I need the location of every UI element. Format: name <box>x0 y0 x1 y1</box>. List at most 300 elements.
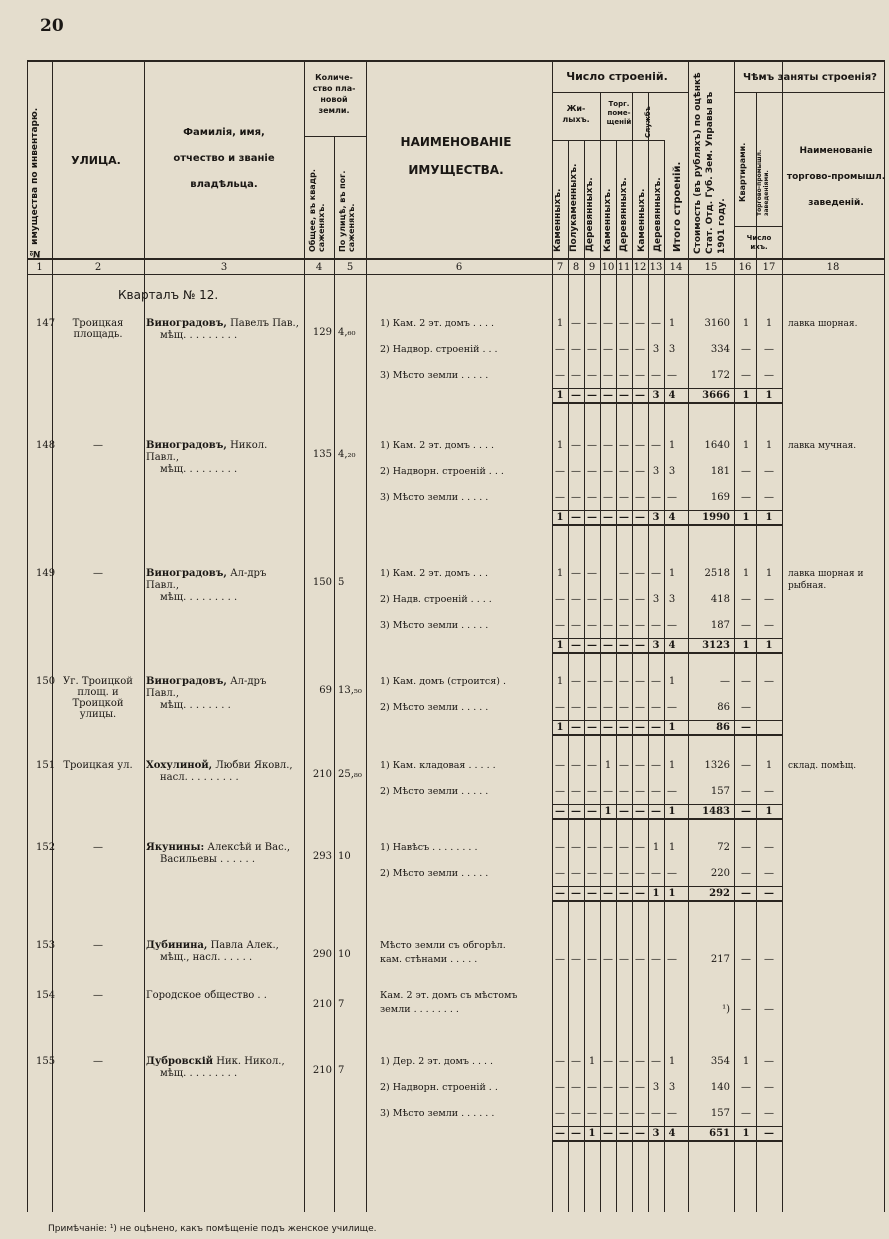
digit-cell: — <box>635 512 645 523</box>
digit-cell: — <box>651 440 661 451</box>
rule-line <box>552 402 782 404</box>
header-property <box>366 128 546 184</box>
digit-cell: — <box>571 1056 581 1067</box>
rule-line <box>552 510 782 511</box>
entry-number: 151 <box>36 760 56 771</box>
apartments-count: — <box>741 492 751 503</box>
digit-cell: 4 <box>668 1128 676 1139</box>
header-value: Стоимость (въ рубляхъ) по оцѣнкѣ Стат. Отд. Губ. Зем. Управы въ 1901 году. <box>693 72 727 254</box>
header-apartments: Квартирами. <box>738 142 747 202</box>
rule-line <box>552 140 664 141</box>
digit-cell: — <box>571 568 581 579</box>
owner-name <box>146 568 302 604</box>
digit-cell: — <box>587 620 597 631</box>
header-trade-line: Торг. <box>608 100 630 108</box>
column-number: 16 <box>738 262 752 273</box>
property-item: 3) Мѣсто земли . . . . . . <box>380 1108 495 1119</box>
digit-cell: — <box>651 786 661 797</box>
trade-count: — <box>764 1004 774 1015</box>
header-count-line: Число <box>746 234 772 242</box>
owner-name <box>146 760 302 784</box>
land-total: 135 <box>312 449 332 460</box>
digit-cell: — <box>571 676 581 687</box>
header-count-line: ихъ. <box>750 243 768 251</box>
digit-cell: — <box>635 954 645 965</box>
digit-cell: — <box>635 1128 645 1139</box>
digit-cell: — <box>635 594 645 605</box>
digit-cell: — <box>587 640 597 651</box>
value-cell: 220 <box>710 868 730 879</box>
street-name: — <box>93 940 103 951</box>
digit-cell: — <box>603 594 613 605</box>
header-property-line: ИМУЩЕСТВА. <box>408 163 504 177</box>
digit-cell: 1 <box>588 1056 596 1067</box>
owner-given: Павла Алек., <box>207 940 279 951</box>
digit-cell: 1 <box>588 1128 596 1139</box>
land-frontage: 5 <box>338 577 345 588</box>
digit-cell: — <box>619 722 629 733</box>
owner-status: мѣщ. . . . . . . . . <box>160 464 238 475</box>
digit-cell: — <box>635 390 645 401</box>
apartments-count: 1 <box>742 390 750 401</box>
property-item: Мѣсто земли съ обгорѣл. <box>380 940 506 951</box>
trade-name: лавка шорная и рыбная. <box>788 569 864 591</box>
column-number: 5 <box>346 262 354 273</box>
apartments-count: — <box>741 888 751 899</box>
page-number: 20 <box>40 16 64 36</box>
property-item: 3) Мѣсто земли . . . . . <box>380 620 489 631</box>
rule-line <box>552 804 782 805</box>
header-land-line: земли. <box>318 106 350 115</box>
rule-line <box>600 140 601 1212</box>
digit-cell: — <box>619 318 629 329</box>
digit-cell: — <box>555 344 565 355</box>
digit-cell: — <box>603 888 613 899</box>
rule-line <box>616 140 617 1212</box>
digit-cell: — <box>667 868 677 879</box>
digit-cell: — <box>619 466 629 477</box>
value-cell: 140 <box>710 1082 730 1093</box>
digit-cell: — <box>619 868 629 879</box>
digit-cell: — <box>635 760 645 771</box>
rule-line <box>688 60 689 1212</box>
value-cell: 72 <box>717 842 730 853</box>
digit-cell: — <box>555 1108 565 1119</box>
digit-cell: — <box>619 1128 629 1139</box>
digit-cell: — <box>635 1056 645 1067</box>
digit-cell: 1 <box>556 676 564 687</box>
header-b-semi: Полукаменныхъ. <box>569 163 579 252</box>
rule-line <box>552 818 782 820</box>
value-cell: 169 <box>710 492 730 503</box>
digit-cell: — <box>555 702 565 713</box>
digit-cell: — <box>635 722 645 733</box>
header-t-stone: Каменныхъ. <box>603 188 613 252</box>
owner-name <box>146 676 302 712</box>
digit-cell: — <box>651 760 661 771</box>
column-number: 1 <box>36 262 43 273</box>
digit-cell: — <box>667 954 677 965</box>
digit-cell: — <box>571 954 581 965</box>
property-item: 1) Кам. 2 эт. домъ . . . . <box>380 440 495 451</box>
digit-cell: — <box>571 722 581 733</box>
digit-cell: 1 <box>668 568 676 579</box>
digit-cell: 1 <box>556 568 564 579</box>
digit-cell: — <box>619 440 629 451</box>
rule-line <box>552 652 782 654</box>
trade-count: — <box>764 868 774 879</box>
digit-cell: 1 <box>556 390 564 401</box>
digit-cell: — <box>571 466 581 477</box>
header-b-stone: Каменныхъ. <box>553 188 563 252</box>
header-b-wood: Деревянныхъ. <box>585 177 595 252</box>
digit-cell: — <box>635 440 645 451</box>
digit-cell: — <box>555 492 565 503</box>
digit-cell: — <box>571 370 581 381</box>
rule-line <box>664 140 665 1212</box>
property-item-cont: кам. стѣнами . . . . . <box>380 954 478 965</box>
owner-name <box>146 842 302 866</box>
entry-number: 152 <box>36 842 56 853</box>
digit-cell: — <box>651 702 661 713</box>
footnote: Примѣчаніе: ¹) не оцѣнено, какъ помѣщеніе подъ женское училище. <box>48 1224 377 1234</box>
digit-cell: — <box>587 806 597 817</box>
digit-cell: — <box>667 620 677 631</box>
digit-cell: — <box>587 1082 597 1093</box>
rule-line <box>884 60 885 1212</box>
trade-count: — <box>764 1108 774 1119</box>
land-frontage: 4,₆₀ <box>338 327 356 338</box>
owner-given: Любви Яковл., <box>212 760 293 771</box>
column-number: 9 <box>588 262 596 273</box>
rule-line <box>552 388 782 389</box>
rule-line <box>734 60 735 1212</box>
digit-cell: — <box>587 318 597 329</box>
digit-cell: — <box>555 1128 565 1139</box>
column-number: 10 <box>601 262 615 273</box>
entry-number: 150 <box>36 676 56 687</box>
digit-cell: — <box>619 620 629 631</box>
header-land-line: Количе- <box>315 73 353 82</box>
apartments-count: 1 <box>742 1056 750 1067</box>
quarter-heading: Кварталъ № 12. <box>118 288 219 302</box>
value-cell: 1640 <box>704 440 730 451</box>
digit-cell: — <box>635 466 645 477</box>
digit-cell: 1 <box>604 760 612 771</box>
digit-cell: — <box>603 620 613 631</box>
digit-cell: — <box>603 440 613 451</box>
column-number: 8 <box>572 262 580 273</box>
value-cell: 157 <box>710 786 730 797</box>
land-frontage: 25,₈₀ <box>338 769 362 780</box>
trade-count: 1 <box>765 390 773 401</box>
property-item: Кам. 2 эт. домъ съ мѣстомъ <box>380 990 518 1001</box>
digit-cell: — <box>635 568 645 579</box>
digit-cell: 1 <box>668 440 676 451</box>
digit-cell: — <box>619 702 629 713</box>
value-cell: 3123 <box>702 640 730 651</box>
trade-count: — <box>764 786 774 797</box>
value-cell: 157 <box>710 1108 730 1119</box>
digit-cell: 1 <box>668 1056 676 1067</box>
column-number: 3 <box>220 262 228 273</box>
digit-cell: — <box>587 440 597 451</box>
apartments-count: — <box>741 1082 751 1093</box>
digit-cell: 1 <box>556 640 564 651</box>
digit-cell: — <box>651 370 661 381</box>
digit-cell: — <box>635 842 645 853</box>
digit-cell: — <box>635 318 645 329</box>
digit-cell: — <box>603 1082 613 1093</box>
apartments-count: 1 <box>742 1128 750 1139</box>
header-occupied: Чѣмъ заняты строенія? <box>743 72 877 83</box>
digit-cell: — <box>635 620 645 631</box>
digit-cell: — <box>603 676 613 687</box>
digit-cell: — <box>587 760 597 771</box>
digit-cell: — <box>651 568 661 579</box>
apartments-count: 1 <box>742 318 750 329</box>
header-land-frontage: По улицѣ, въ пог. саженяхъ. <box>338 170 356 252</box>
property-item: 3) Мѣсто земли . . . . . <box>380 492 489 503</box>
digit-cell: — <box>651 620 661 631</box>
digit-cell: — <box>555 1056 565 1067</box>
value-cell: 181 <box>710 466 730 477</box>
owner-surname: Хохулиной, <box>146 760 213 771</box>
owner-surname: Дубровскій <box>146 1056 214 1067</box>
digit-cell: 1 <box>652 842 660 853</box>
value-cell: 172 <box>710 370 730 381</box>
rule-line <box>552 1140 782 1142</box>
digit-cell: — <box>619 676 629 687</box>
digit-cell: — <box>635 676 645 687</box>
digit-cell: — <box>555 466 565 477</box>
value-cell: 187 <box>710 620 730 631</box>
digit-cell: 3 <box>668 466 676 477</box>
header-land-line: новой <box>320 95 348 104</box>
digit-cell: — <box>603 466 613 477</box>
property-item: 1) Кам. 2 эт. домъ . . . . <box>380 318 495 329</box>
property-item: 1) Кам. домъ (строится) . <box>380 676 506 687</box>
digit-cell: — <box>603 370 613 381</box>
digit-cell: — <box>587 676 597 687</box>
entry-number: 147 <box>36 318 56 329</box>
digit-cell: — <box>619 888 629 899</box>
property-item: 1) Кам. кладовая . . . . . <box>380 760 496 771</box>
digit-cell: 3 <box>652 344 660 355</box>
digit-cell: — <box>603 318 613 329</box>
digit-cell: — <box>635 702 645 713</box>
digit-cell: — <box>667 492 677 503</box>
column-number: 4 <box>315 262 323 273</box>
rule-line <box>632 140 633 1212</box>
rule-line <box>304 60 305 1212</box>
digit-cell: — <box>651 722 661 733</box>
street-name: — <box>93 990 103 1001</box>
digit-cell: — <box>635 1082 645 1093</box>
digit-cell: — <box>651 806 661 817</box>
digit-cell: 3 <box>668 344 676 355</box>
apartments-count: 1 <box>742 512 750 523</box>
header-t-wood: Деревянныхъ. <box>619 177 629 252</box>
trade-name: лавка мучная. <box>788 441 857 451</box>
apartments-count: 1 <box>742 640 750 651</box>
trade-count: — <box>764 842 774 853</box>
rule-line <box>568 140 569 1212</box>
owner-status: Васильевы . . . . . . <box>160 854 256 865</box>
digit-cell: — <box>635 640 645 651</box>
digit-cell: — <box>555 954 565 965</box>
rule-line <box>334 136 335 1212</box>
digit-cell: — <box>603 702 613 713</box>
column-number: 11 <box>617 262 631 273</box>
digit-cell: — <box>619 842 629 853</box>
apartments-count: — <box>741 370 751 381</box>
owner-surname: Виноградовъ, <box>146 440 227 451</box>
rule-line <box>304 136 366 137</box>
land-frontage: 13,₅₀ <box>338 685 362 696</box>
property-item: 2) Надворн. строеній . . . <box>380 466 504 477</box>
digit-cell: — <box>635 492 645 503</box>
apartments-count: — <box>741 702 751 713</box>
trade-count: 1 <box>765 440 773 451</box>
digit-cell: — <box>571 318 581 329</box>
header-street: УЛИЦА. <box>71 154 121 167</box>
column-number: 14 <box>669 262 683 273</box>
digit-cell: — <box>571 620 581 631</box>
digit-cell: — <box>555 806 565 817</box>
owner-status: мѣщ., насл. . . . . . <box>160 952 253 963</box>
digit-cell: — <box>571 1082 581 1093</box>
property-item-cont: земли . . . . . . . . <box>380 1004 459 1015</box>
digit-cell: — <box>619 640 629 651</box>
land-total: 129 <box>312 327 332 338</box>
trade-count: — <box>764 1056 774 1067</box>
digit-cell: 1 <box>668 318 676 329</box>
digit-cell: — <box>571 512 581 523</box>
trade-count: — <box>764 888 774 899</box>
apartments-count: — <box>741 786 751 797</box>
street-name: — <box>93 440 103 451</box>
trade-count: 1 <box>765 806 773 817</box>
digit-cell: — <box>587 842 597 853</box>
apartments-count: — <box>741 954 751 965</box>
digit-cell: — <box>587 370 597 381</box>
owner-given: Алексѣй и Вас., <box>204 842 291 853</box>
apartments-count: — <box>741 676 751 687</box>
header-owner-line: владѣльца. <box>190 179 258 190</box>
apartments-count: — <box>741 620 751 631</box>
digit-cell: — <box>603 344 613 355</box>
digit-cell: — <box>587 888 597 899</box>
property-item: 2) Надворн. строеній . . <box>380 1082 498 1093</box>
street-name: — <box>93 568 103 579</box>
header-inventory-number: № имущества по инвентарю. <box>30 107 40 258</box>
land-total: 210 <box>312 1065 332 1076</box>
apartments-count: — <box>741 1108 751 1119</box>
trade-count: — <box>764 492 774 503</box>
owner-given: Городское общество . . <box>146 990 267 1001</box>
apartments-count: — <box>741 842 751 853</box>
property-item: 3) Мѣсто земли . . . . . <box>380 370 489 381</box>
digit-cell: — <box>619 786 629 797</box>
digit-cell: — <box>555 620 565 631</box>
owner-name <box>146 318 302 342</box>
digit-cell: — <box>587 466 597 477</box>
digit-cell: 1 <box>556 722 564 733</box>
digit-cell: — <box>555 1082 565 1093</box>
digit-cell: — <box>651 954 661 965</box>
value-cell: ¹) <box>722 1004 730 1015</box>
land-total: 293 <box>312 851 332 862</box>
land-frontage: 7 <box>338 1065 345 1076</box>
header-residential-line: Жи- <box>566 104 586 113</box>
digit-cell: — <box>667 786 677 797</box>
digit-cell: — <box>619 512 629 523</box>
entry-number: 155 <box>36 1056 56 1067</box>
owner-surname: Якунины: <box>146 842 205 853</box>
value-cell: 86 <box>716 722 730 733</box>
digit-cell: — <box>587 702 597 713</box>
column-number: 12 <box>633 262 647 273</box>
digit-cell: 1 <box>668 806 676 817</box>
owner-given: Ал-дръ Павл., <box>146 676 267 699</box>
digit-cell: — <box>619 760 629 771</box>
digit-cell: 1 <box>668 888 676 899</box>
property-item: 1) Кам. 2 эт. домъ . . . <box>380 568 489 579</box>
trade-count: — <box>764 370 774 381</box>
land-total: 290 <box>312 949 332 960</box>
trade-count: — <box>764 466 774 477</box>
apartments-count: — <box>741 722 751 733</box>
digit-cell: — <box>619 344 629 355</box>
digit-cell: 3 <box>652 466 660 477</box>
digit-cell: — <box>571 390 581 401</box>
street-name: — <box>93 842 103 853</box>
value-cell: 354 <box>710 1056 730 1067</box>
digit-cell: — <box>587 954 597 965</box>
value-cell: 3160 <box>704 318 730 329</box>
digit-cell: — <box>603 842 613 853</box>
apartments-count: — <box>741 806 751 817</box>
header-service: Службъ <box>644 106 652 138</box>
header-land-total: Общее, въ квадр. саженяхъ. <box>308 169 326 252</box>
trade-count: — <box>764 620 774 631</box>
rule-line <box>27 60 884 62</box>
column-number: 18 <box>826 262 840 273</box>
digit-cell: — <box>555 594 565 605</box>
property-item: 2) Надв. строеній . . . . <box>380 594 492 605</box>
apartments-count: — <box>741 760 751 771</box>
digit-cell: — <box>603 868 613 879</box>
header-trade-name-line: Наименованіе <box>799 146 873 156</box>
digit-cell: — <box>619 1108 629 1119</box>
column-number: 13 <box>649 262 663 273</box>
apartments-count: — <box>741 1004 751 1015</box>
header-trade-name <box>786 138 886 216</box>
owner-name <box>146 1056 302 1080</box>
header-buildings-total: Итого строеній. <box>672 161 683 252</box>
digit-cell: — <box>603 786 613 797</box>
land-total: 210 <box>312 999 332 1010</box>
value-cell: 292 <box>709 888 730 899</box>
apartments-count: — <box>741 868 751 879</box>
value-cell: 1326 <box>704 760 730 771</box>
digit-cell: — <box>651 1056 661 1067</box>
entry-number: 153 <box>36 940 56 951</box>
digit-cell: — <box>587 492 597 503</box>
digit-cell: — <box>603 640 613 651</box>
digit-cell: 3 <box>652 512 660 523</box>
